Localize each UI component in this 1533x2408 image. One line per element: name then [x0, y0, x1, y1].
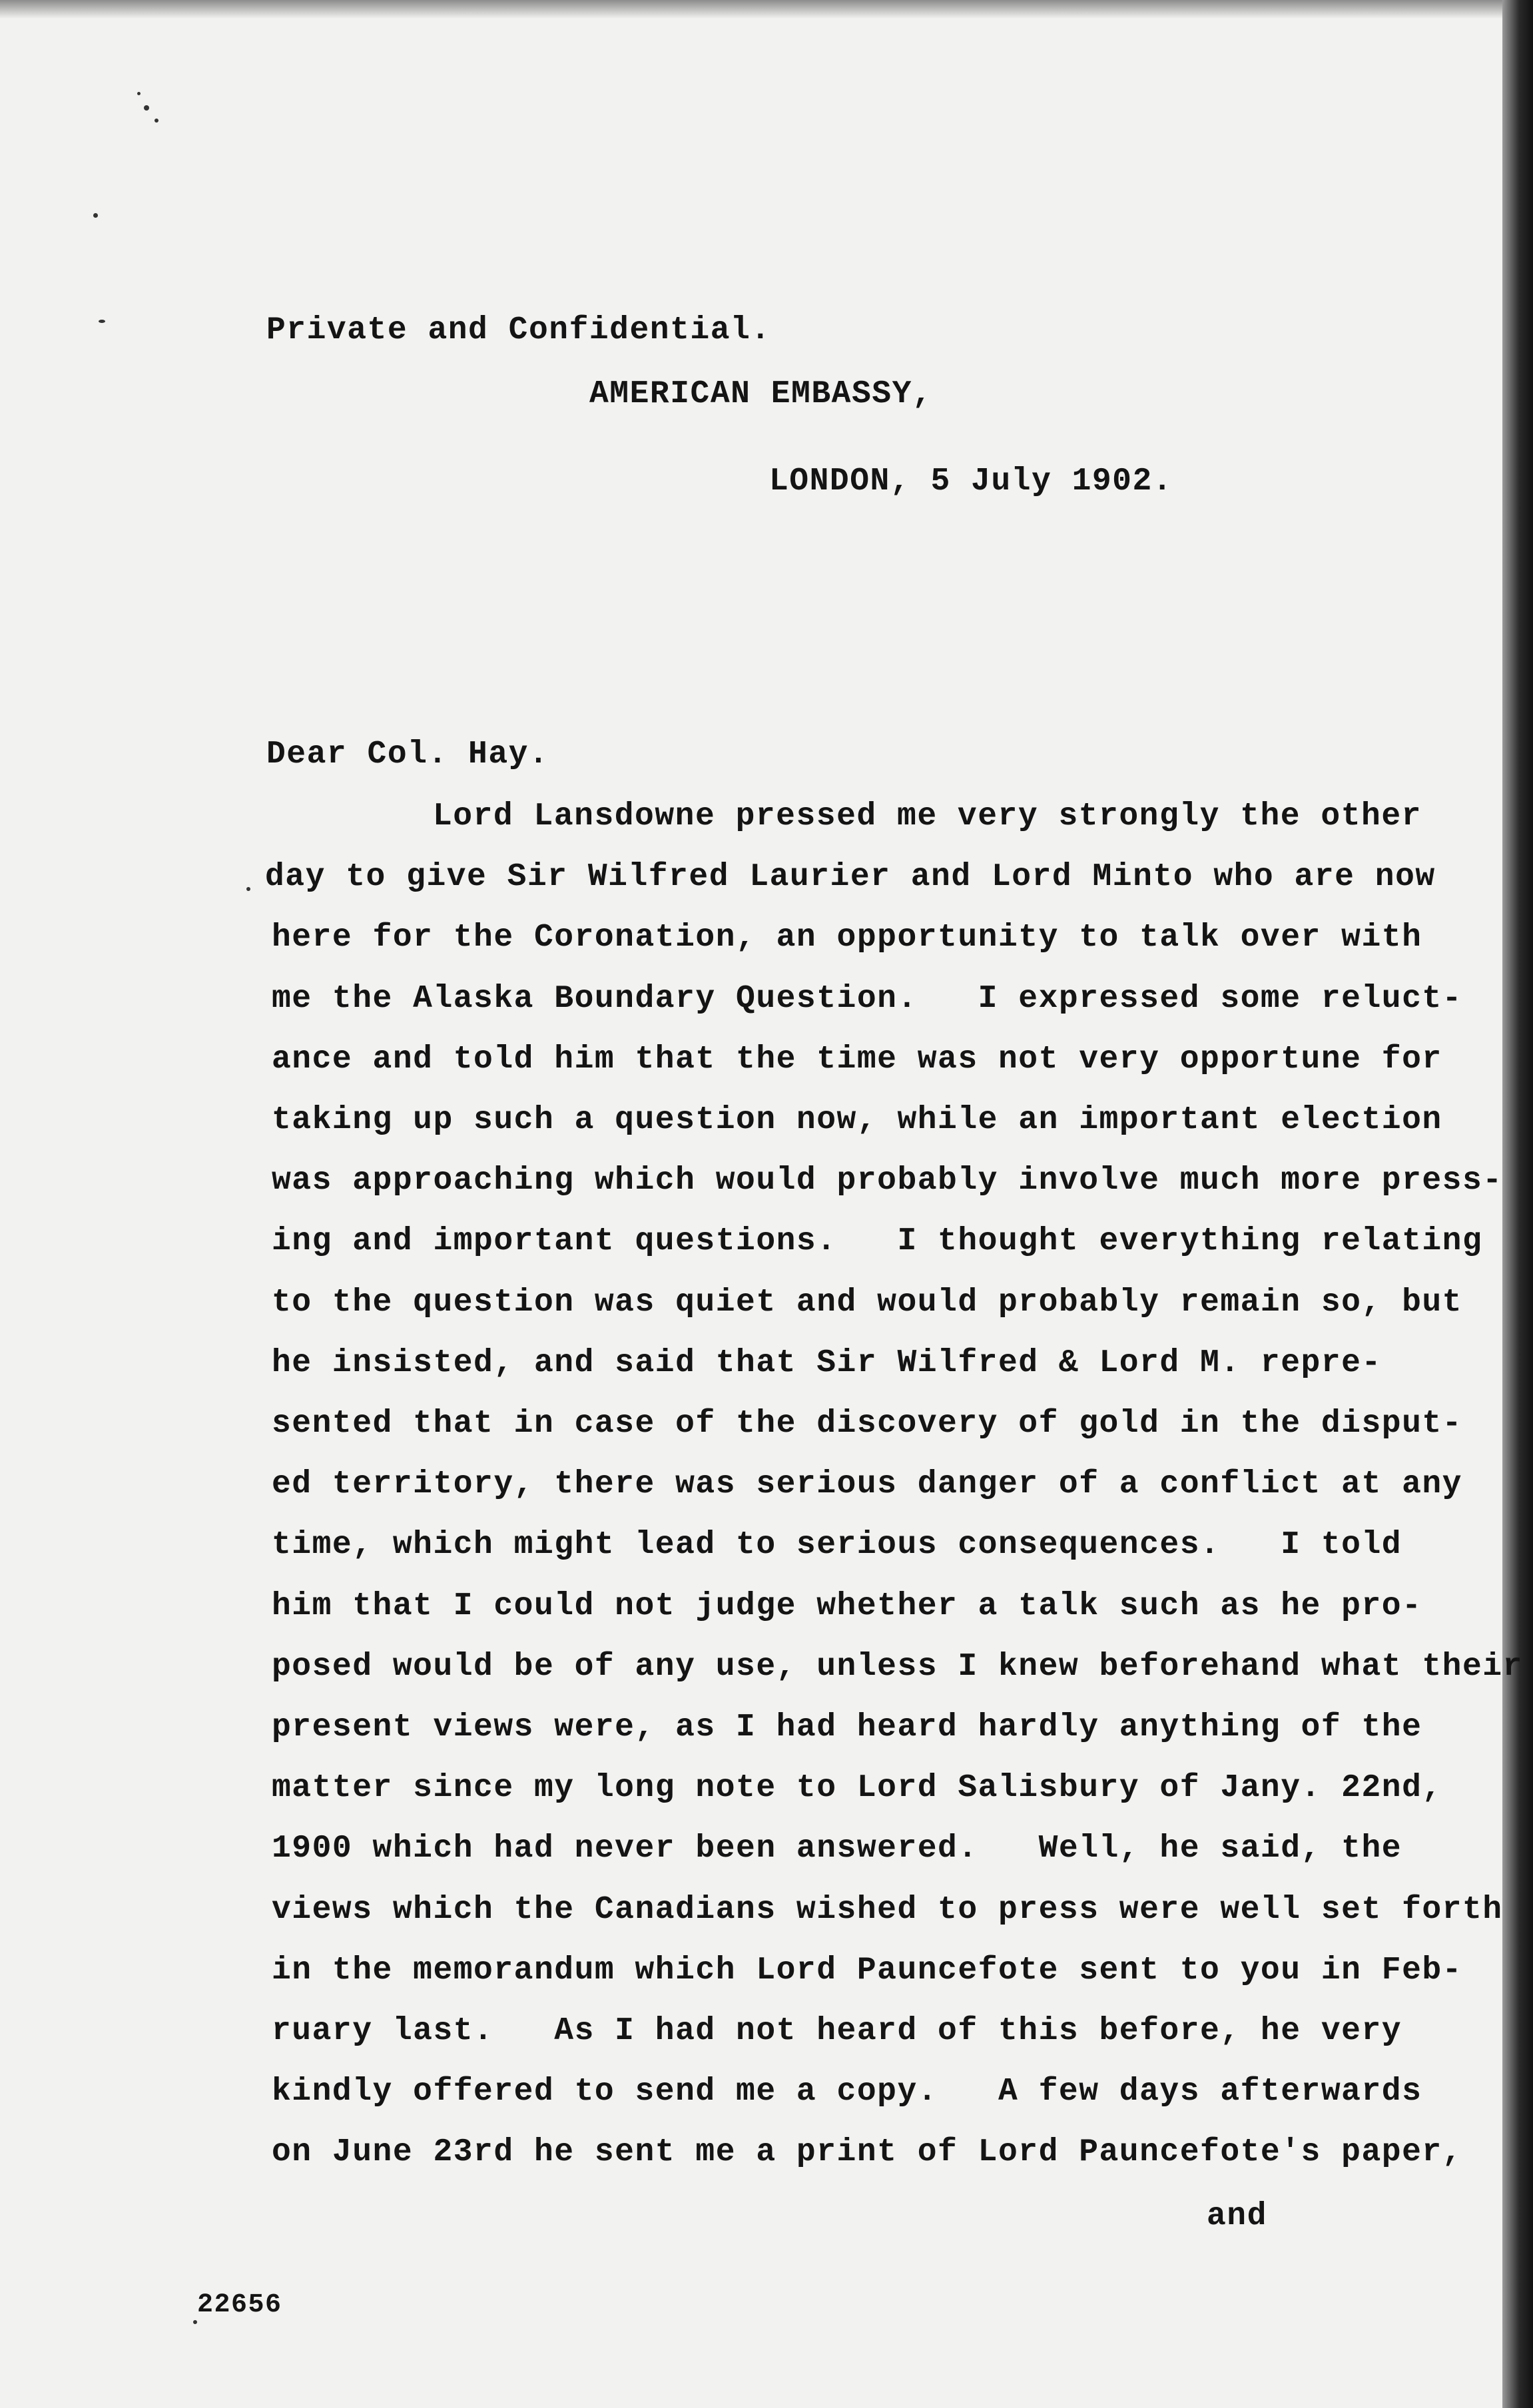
scan-right-border	[1502, 0, 1533, 2408]
scan-speck	[246, 887, 250, 891]
body-line: me the Alaska Boundary Question. I expressed some reluct-	[272, 981, 1462, 1017]
body-line: ruary last. As I had not heard of this before, he very	[272, 2013, 1402, 2049]
scan-speck	[137, 92, 141, 95]
body-line: day to give Sir Wilfred Laurier and Lord Minto who are now	[265, 859, 1436, 895]
private-confidential-heading: Private and Confidential.	[266, 312, 771, 348]
salutation: Dear Col. Hay.	[266, 737, 549, 772]
scan-speck	[99, 320, 105, 323]
body-line: views which the Canadians wished to press were well set forth	[272, 1892, 1503, 1928]
body-line: posed would be of any use, unless I knew beforehand what their	[272, 1649, 1523, 1685]
body-line: Lord Lansdowne pressed me very strongly the other	[433, 798, 1422, 834]
body-line: to the question was quiet and would probably remain so, but	[272, 1285, 1462, 1321]
scan-speck	[154, 119, 158, 123]
body-line: here for the Coronation, an opportunity to talk over with	[272, 920, 1422, 956]
catchword: and	[1207, 2198, 1267, 2234]
scan-top-edge	[0, 0, 1533, 19]
document-number: 22656	[197, 2290, 282, 2320]
body-line: ance and told him that the time was not very opportune for	[272, 1042, 1442, 1077]
body-line: taking up such a question now, while an important election	[272, 1102, 1442, 1138]
body-line: matter since my long note to Lord Salisbury of Jany. 22nd,	[272, 1770, 1442, 1806]
body-line: ed territory, there was serious danger of a conflict at any	[272, 1466, 1462, 1502]
body-line: was approaching which would probably involve much more press-	[272, 1163, 1503, 1199]
scan-speck	[144, 105, 149, 111]
body-line: present views were, as I had heard hardly anything of the	[272, 1709, 1422, 1745]
embassy-name: AMERICAN EMBASSY,	[589, 376, 933, 412]
body-line: him that I could not judge whether a talk such as he pro-	[272, 1588, 1422, 1624]
body-line: sented that in case of the discovery of gold in the disput-	[272, 1406, 1462, 1442]
scan-speck	[93, 213, 98, 218]
body-line: ing and important questions. I thought everything relating	[272, 1223, 1483, 1259]
body-line: kindly offered to send me a copy. A few days afterwards	[272, 2074, 1422, 2110]
body-line: time, which might lead to serious consequences. I told	[272, 1527, 1402, 1563]
body-line: on June 23rd he sent me a print of Lord Pauncefote's paper,	[272, 2134, 1462, 2170]
place-and-date: LONDON, 5 July 1902.	[769, 463, 1173, 499]
body-line: in the memorandum which Lord Pauncefote sent to you in Feb-	[272, 1953, 1462, 1988]
body-line: 1900 which had never been answered. Well, he said, the	[272, 1831, 1402, 1867]
body-line: he insisted, and said that Sir Wilfred & Lord M. repre-	[272, 1345, 1382, 1381]
